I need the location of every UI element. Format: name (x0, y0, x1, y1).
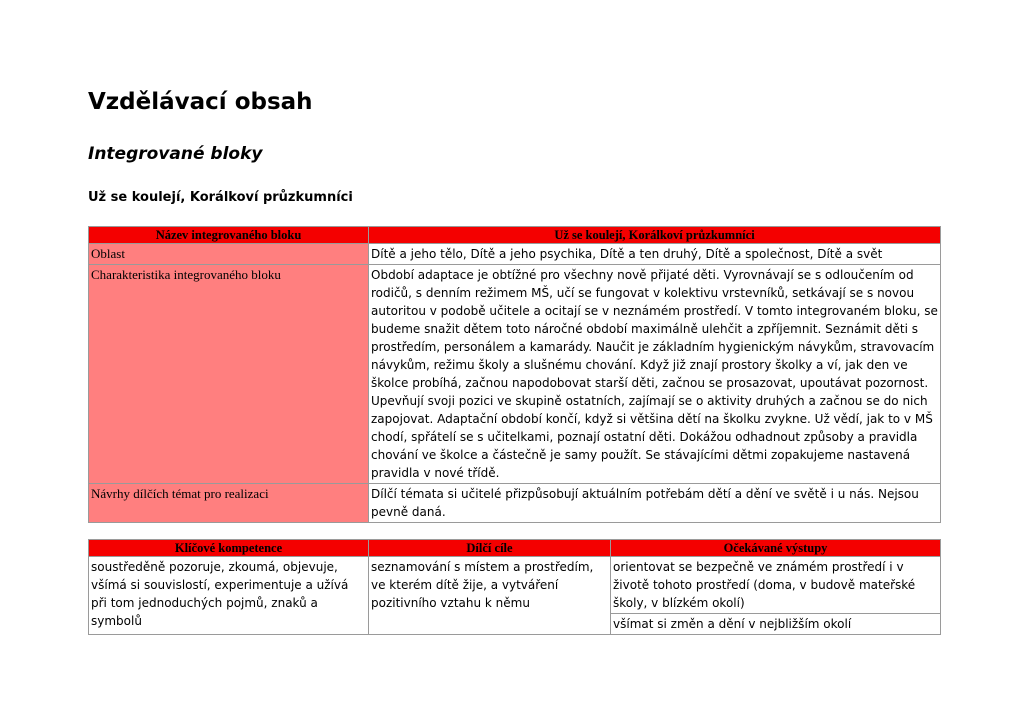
header-key-competences: Klíčové kompetence (89, 540, 369, 557)
row-label-area: Oblast (89, 244, 369, 265)
row-label-characteristics: Charakteristika integrovaného bloku (89, 265, 369, 484)
row-text-area: Dítě a jeho tělo, Dítě a jeho psychika, Dítě a ten druhý, Dítě a společnost, Dítě a svět (369, 244, 941, 265)
table-row (89, 557, 941, 614)
row-text-topics: Dílčí témata si učitelé přizpůsobují aktuálním potřebám dětí a dění ve světě i u nás. Nejsou pevně daná. (369, 484, 941, 523)
row-text-characteristics: Období adaptace je obtížné pro všechny nově přijaté děti. Vyrovnávají se s odloučením od rodičů, s denním režimem MŠ, učí se fungovat v kolektivu vrstevníků, setkávají se s novou autoritou v podobě učitele a ocitají se v neznámém prostředí. V tomto integrovaném bloku, se budeme snažit dětem toto náročné období maximálně ulehčit a zpříjemnit. Seznámit děti s prostředím, personálem a kamarády. Naučit je základním hygienickým návykům, stravovacím návykům, režimu školy a slušnému chování. Když již znají prostory školky a ví, jak den ve školce probíhá, začnou napodobovat starší děti, začnou se prosazovat, upoutávat pozornost. Upevňují svoji pozici ve skupině ostatních, zajímají se o aktivity druhých a začnou se do nich zapojovat. Adaptační období končí, když si většina dětí na školku zvykne. Už vědí, jak to v MŠ chodí, spřátelí se s učitelkami, poznají ostatní děti. Dokážou odhadnout způsoby a pravidla chování ve školce a částečně je samy použít. Se stávajícími dětmi zopakujeme nastavená pravidla v nové třídě. (369, 265, 941, 484)
cell-goal: seznamování s místem a prostředím, ve kterém dítě žije, a vytváření pozitivního vztahu k němu (369, 557, 611, 635)
competence-table (88, 539, 941, 635)
table-row (89, 484, 941, 523)
integrated-block-table (88, 226, 941, 523)
header-block-name: Název integrovaného bloku (89, 227, 369, 244)
section-subtitle: Integrované bloky (88, 144, 263, 164)
table-header-row (89, 227, 941, 244)
cell-competence: soustředěně pozoruje, zkoumá, objevuje, všímá si souvislostí, experimentuje a užívá při tom jednoduchých pojmů, znaků a symbolů (89, 557, 369, 635)
cell-outcome-2: všímat si změn a dění v nejbližším okolí (611, 614, 941, 635)
header-partial-goals: Dílčí cíle (369, 540, 611, 557)
block-title: Už se koulejí, Korálkoví průzkumníci (88, 190, 353, 205)
header-block-value: Už se koulejí, Korálkoví průzkumníci (369, 227, 941, 244)
cell-outcome-1: orientovat se bezpečně ve známém prostředí i v životě tohoto prostředí (doma, v budově mateřské školy, v blízkém okolí) (611, 557, 941, 614)
header-expected-outcomes: Očekávané výstupy (611, 540, 941, 557)
table-row (89, 265, 941, 484)
table-header-row (89, 540, 941, 557)
table-row (89, 244, 941, 265)
row-label-topics: Návrhy dílčích témat pro realizaci (89, 484, 369, 523)
page-title: Vzdělávací obsah (88, 89, 313, 115)
